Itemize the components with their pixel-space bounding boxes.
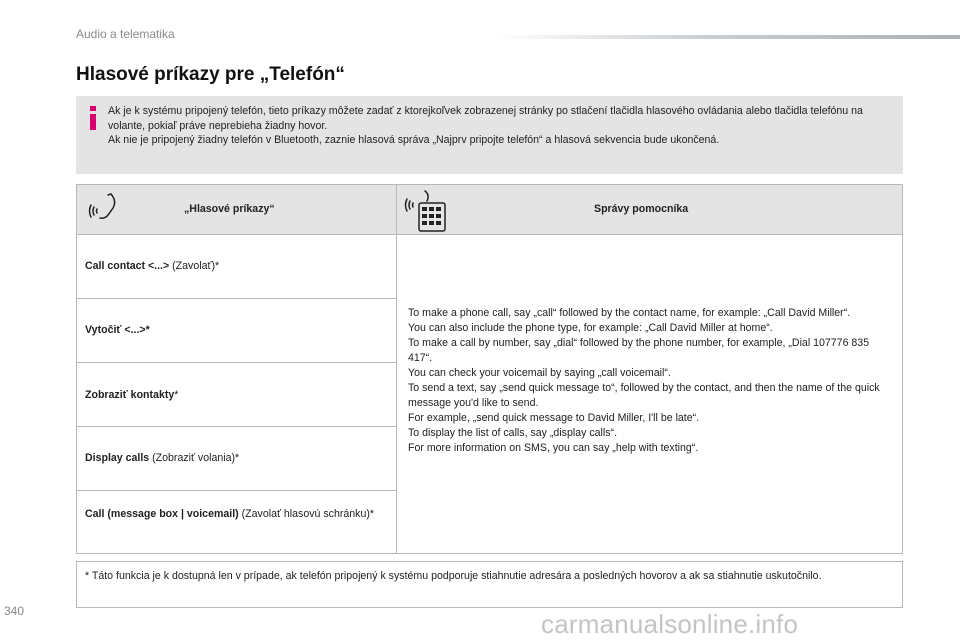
section-label: Audio a telematika xyxy=(76,27,175,41)
info-line: Ak nie je pripojený žiadny telefón v Bluetooth, zaznie hlasová správa „Najprv pripojte telefón“ a hlasová sekvencia bude ukončená. xyxy=(108,134,720,147)
response-line: You can also include the phone type, for example: „Call David Miller at home“. xyxy=(408,322,773,334)
header-cell-commands xyxy=(77,185,397,234)
voice-keypad-icon xyxy=(403,189,449,233)
response-cell xyxy=(408,306,888,456)
table-row xyxy=(77,235,396,298)
table-header-row xyxy=(77,185,902,235)
command-note: (Zavolať)* xyxy=(169,260,220,272)
voice-command-table xyxy=(76,184,903,554)
response-line: To display the list of calls, say „display calls“. xyxy=(408,427,618,439)
footnote-text: * Táto funkcia je k dostupná len v prípade, ak telefón pripojený k systému podporuje stiahnutie adresára a posledných hovorov a ak sa stiahnutie uskutočnilo. xyxy=(85,570,822,582)
voice-command-icon xyxy=(87,191,121,225)
command-name: Display calls xyxy=(85,452,150,464)
command-note: * xyxy=(174,389,179,401)
page-title: Hlasové príkazy pre „Telefón“ xyxy=(76,64,345,85)
response-line: To make a phone call, say „call“ followed by the contact name, for example: „Call David Miller“. xyxy=(408,307,851,319)
info-icon xyxy=(85,102,101,134)
response-line: To make a call by number, say „dial“ followed by the phone number, for example, „Dial 107776 835 417“. xyxy=(408,337,870,364)
table-row xyxy=(77,491,396,553)
footnote-box xyxy=(76,561,903,608)
header-commands-label: „Hlasové príkazy“ xyxy=(184,203,275,215)
response-line: For example, „send quick message to David Miller, I'll be late“. xyxy=(408,412,700,424)
command-name: Vytočiť <...>* xyxy=(85,324,150,336)
command-note: (Zavolať hlasovú schránku)* xyxy=(238,508,374,520)
table-row xyxy=(77,363,396,426)
info-line: Ak je k systému pripojený telefón, tieto príkazy môžete zadať z ktorejkoľvek zobrazenej stránky po stlačení tlačidla hlasového ovládania alebo tlačidla telefónu na volante, pokiaľ práve neprebieha žiadny hovor. xyxy=(108,105,863,132)
commands-column xyxy=(77,235,397,553)
table-row xyxy=(77,299,396,362)
page-number: 340 xyxy=(4,604,25,618)
response-line: For more information on SMS, you can say „help with texting“. xyxy=(408,442,699,454)
command-name: Zobraziť kontakty xyxy=(85,389,175,401)
header-messages-label: Správy pomocníka xyxy=(594,203,689,215)
info-text xyxy=(108,104,898,148)
header-rule xyxy=(495,35,960,39)
header-cell-messages xyxy=(397,185,902,234)
response-line: To send a text, say „send quick message to“, followed by the contact, and then the name of the quick message you'd like to send. xyxy=(408,382,880,409)
response-line: You can check your voicemail by saying „call voicemail“. xyxy=(408,367,671,379)
command-name: Call contact <...> xyxy=(85,260,170,272)
command-name: Call (message box | voicemail) xyxy=(85,508,239,520)
command-note: (Zobraziť volania)* xyxy=(149,452,240,464)
watermark: carmanualsonline.info xyxy=(541,609,799,639)
info-box xyxy=(76,96,903,174)
table-row xyxy=(77,427,396,490)
